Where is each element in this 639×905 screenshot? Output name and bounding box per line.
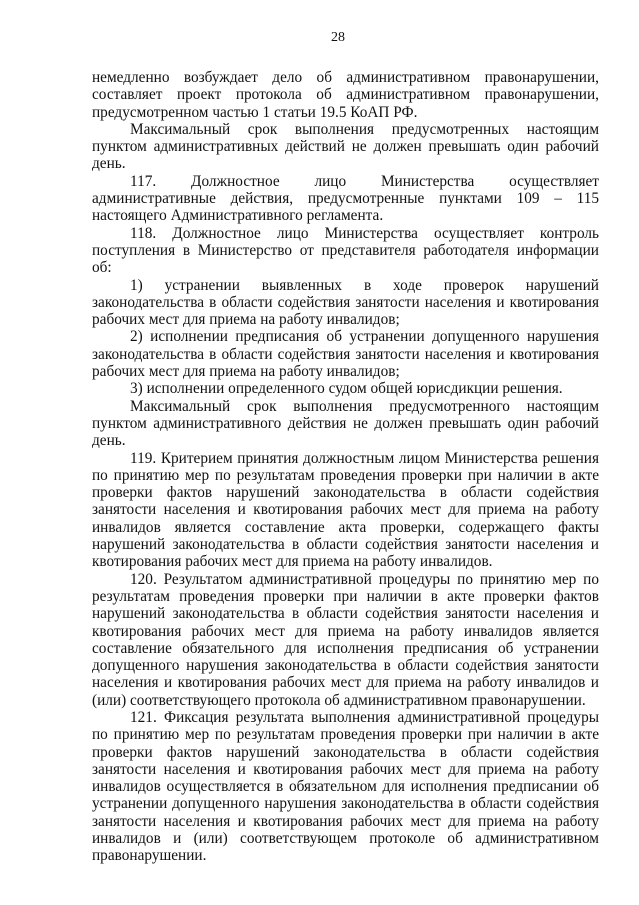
document-body <box>92 69 599 865</box>
page-number: 28 <box>331 30 345 45</box>
paragraph-121: 121. Фиксация результата выполнения административной процедуры по принятию мер по результатам проведения проверки при наличии в акте проверки фактов нарушений законодательства в области содействия занятости населения и квотирования рабочих мест для приема на работу инвалидов осуществляется в обязательном для исполнения предписании об устранении допущенного нарушения законодательства в области содействия занятости населения и квотирования рабочих мест для приема на работу инвалидов и (или) соответствующем протоколе об административном правонарушении. <box>92 708 599 865</box>
paragraph-118: 118. Должностное лицо Министерства осуществляет контроль поступления в Министерство от представителя работодателя информации об: <box>92 224 599 277</box>
paragraph-117: 117. Должностное лицо Министерства осуществляет административные действия, предусмотренные пунктами 109 – 115 настоящего Административного регламента. <box>92 172 599 225</box>
paragraph-119: 119. Критерием принятия должностным лицом Министерства решения по принятию мер по результатам проведения проверки при наличии в акте проверки фактов нарушений законодательства в области содействия занятости населения и квотирования рабочих мест для приема на работу инвалидов является составление акта проверки, содержащего факты нарушений законодательства в области содействия занятости населения и квотирования рабочих мест для приема на работу инвалидов. <box>92 449 599 571</box>
paragraph-max-term-116: Максимальный срок выполнения предусмотренных настоящим пунктом административных действий не должен превышать один рабочий день. <box>92 120 599 173</box>
paragraph-continuation: немедленно возбуждает дело об административном правонарушении, составляет проект протокола об административном правонарушении, предусмотренном частью 1 статьи 19.5 КоАП РФ. <box>92 69 599 121</box>
list-item-118-3: 3) исполнении определенного судом общей юрисдикции решения. <box>130 380 563 398</box>
paragraph-max-term-118: Максимальный срок выполнения предусмотренного настоящим пунктом административного действия не должен превышать один рабочий день. <box>92 397 599 450</box>
list-item-118-1: 1) устранении выявленных в ходе проверок нарушений законодательства в области содействия занятости населения и квотирования рабочих мест для приема на работу инвалидов; <box>92 276 599 329</box>
paragraph-120: 120. Результатом административной процедуры по принятию мер по результатам проведения проверки при наличии в акте проверки фактов нарушений законодательства в области содействия занятости населения и квотирования рабочих мест для приема на работу инвалидов является составление обязательного для исполнения предписания об устранении допущенного нарушения законодательства в области содействия занятости населения и квотирования рабочих мест для приема на работу инвалидов и (или) соответствующего протокола об административном правонарушении. <box>92 570 599 709</box>
list-item-118-2: 2) исполнении предписания об устранении допущенного нарушения законодательства в области содействия занятости населения и квотирования рабочих мест для приема на работу инвалидов; <box>92 328 599 381</box>
